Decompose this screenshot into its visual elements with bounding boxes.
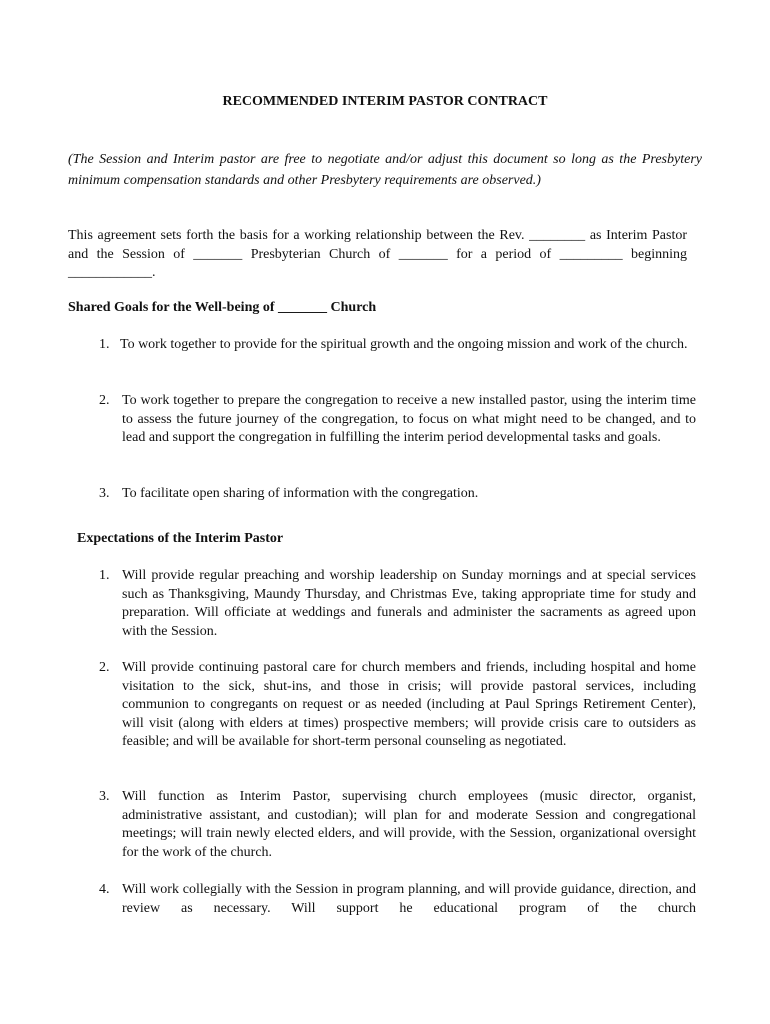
shared-goals-heading: Shared Goals for the Well-being of _______ Church (68, 300, 377, 315)
page-title: RECOMMENDED INTERIM PASTOR CONTRACT (222, 94, 548, 109)
item-text: Will function as Interim Pastor, supervising church employees (music director, organist, administrative assistant, and custodian); will plan for and moderate Session and congregational meetings; will train newly elected elders, and will provide, with the Session, organizational oversight for the work of the church. (122, 789, 696, 860)
expectation-item (99, 567, 696, 641)
shared-goal-item (99, 392, 696, 448)
shared-goal-item (99, 485, 696, 504)
item-text: Will work collegially with the Session in program planning, and will provide guidance, direction, and review as necessary. Will support he educational program of the church (122, 882, 696, 916)
item-text: To work together to provide for the spiritual growth and the ongoing mission and work of the church. (120, 337, 688, 352)
item-number: 1. (99, 337, 110, 352)
agreement-intro: This agreement sets forth the basis for a working relationship between the Rev. ________ as Interim Pastor and the Session of _______ Presbyterian Church of _______ for a period of _________ beginning ____________. (68, 228, 687, 280)
item-number: 1. (99, 568, 110, 583)
item-number: 3. (99, 789, 110, 804)
expectations-heading: Expectations of the Interim Pastor (77, 531, 284, 546)
item-text: To work together to prepare the congregation to receive a new installed pastor, using the interim time to assess the future journey of the congregation, to focus on what might need to be changed, and to lead and support the congregation in fulfilling the interim period developmental tasks and goals. (122, 393, 696, 445)
item-number: 3. (99, 486, 110, 501)
item-text: To facilitate open sharing of information with the congregation. (122, 486, 479, 501)
item-text: Will provide continuing pastoral care for church members and friends, including hospital and home visitation to the sick, shut-ins, and those in crisis; will provide pastoral services, including communion to congregants on request or as needed (including at Paul Springs Retirement Center), will visit (along with elders at times) prospective members; will provide crisis care to outsiders as feasible; and will be available for short-term personal counseling as negotiated. (122, 660, 696, 749)
shared-goal-item (99, 336, 696, 355)
expectation-item (99, 659, 696, 752)
item-number: 2. (99, 393, 110, 408)
expectation-item (99, 788, 696, 862)
item-number: 2. (99, 660, 110, 675)
item-text: Will provide regular preaching and worship leadership on Sunday mornings and at special services such as Thanksgiving, Maundy Thursday, and Christmas Eve, taking appropriate time for study and preparation. Will officiate at weddings and funerals and administer the sacraments as agreed upon with the Session. (122, 568, 696, 639)
expectation-item (99, 881, 696, 918)
instruction-note: (The Session and Interim pastor are free to negotiate and/or adjust this document so long as the Presbytery minimum compensation standards and other Presbytery requirements are observed.) (68, 152, 702, 188)
item-number: 4. (99, 882, 110, 897)
